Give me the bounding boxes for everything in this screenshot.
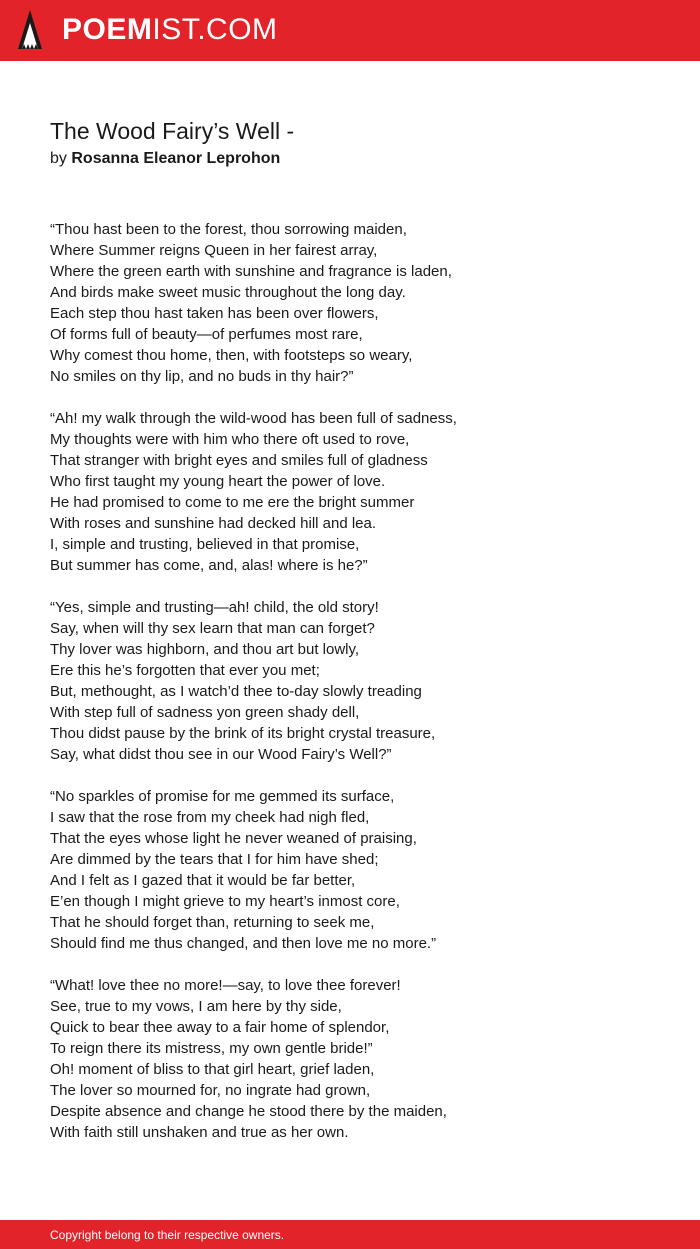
poem-line: Say, when will thy sex learn that man can forget? xyxy=(50,620,375,637)
poem-line: Thou didst pause by the brink of its bright crystal treasure, xyxy=(50,725,436,742)
site-logo[interactable] xyxy=(62,12,278,48)
poem-body xyxy=(50,219,650,1164)
poem-line: Who first taught my young heart the power of love. xyxy=(50,473,386,490)
by-label: by xyxy=(50,150,67,167)
copyright-text: Copyright belong to their respective owners. xyxy=(50,1228,285,1242)
poem-line: The lover so mourned for, no ingrate had grown, xyxy=(50,1082,371,1099)
poem-line: I, simple and trusting, believed in that promise, xyxy=(50,536,360,553)
poem-line: “What! love thee no more!—say, to love thee forever! xyxy=(50,977,401,994)
poem-line: “Thou hast been to the forest, thou sorrowing maiden, xyxy=(50,221,407,238)
site-footer xyxy=(0,1220,700,1249)
poem-line: With step full of sadness yon green shady dell, xyxy=(50,704,360,721)
poem-line: With faith still unshaken and true as her own. xyxy=(50,1124,349,1141)
poem-line: Should find me thus changed, and then love me no more.” xyxy=(50,935,437,952)
logo-text-light: IST.COM xyxy=(152,13,278,46)
poem-line: With roses and sunshine had decked hill and lea. xyxy=(50,515,377,532)
stanza xyxy=(50,975,650,1143)
poem-line: Ere this he’s forgotten that ever you met; xyxy=(50,662,320,679)
stanza xyxy=(50,408,650,576)
poem-line: Quick to bear thee away to a fair home of splendor, xyxy=(50,1019,390,1036)
poem-line: To reign there its mistress, my own gentle bride!” xyxy=(50,1040,373,1057)
poem-line: He had promised to come to me ere the bright summer xyxy=(50,494,415,511)
poem-line: Despite absence and change he stood there by the maiden, xyxy=(50,1103,447,1120)
poem-line: Why comest thou home, then, with footsteps so weary, xyxy=(50,347,413,364)
poem-line: But summer has come, and, alas! where is he?” xyxy=(50,557,368,574)
poem-line: And birds make sweet music throughout the long day. xyxy=(50,284,406,301)
poem-line: That stranger with bright eyes and smiles full of gladness xyxy=(50,452,428,469)
poem-line: That the eyes whose light he never weaned of praising, xyxy=(50,830,417,847)
poem-line: And I felt as I gazed that it would be far better, xyxy=(50,872,356,889)
poem-line: “Yes, simple and trusting—ah! child, the old story! xyxy=(50,599,379,616)
pencil-icon[interactable] xyxy=(17,9,43,51)
poem-line: See, true to my vows, I am here by thy side, xyxy=(50,998,342,1015)
poem-line: No smiles on thy lip, and no buds in thy hair?” xyxy=(50,368,354,385)
poem-line: E’en though I might grieve to my heart’s inmost core, xyxy=(50,893,400,910)
poem-line: Where Summer reigns Queen in her fairest array, xyxy=(50,242,378,259)
poem-line: But, methought, as I watch’d thee to-day slowly treading xyxy=(50,683,422,700)
poem-line: I saw that the rose from my cheek had nigh fled, xyxy=(50,809,370,826)
poem-line: “No sparkles of promise for me gemmed its surface, xyxy=(50,788,395,805)
poem-line: Where the green earth with sunshine and fragrance is laden, xyxy=(50,263,452,280)
poem-line: Oh! moment of bliss to that girl heart, grief laden, xyxy=(50,1061,375,1078)
poem-line: Are dimmed by the tears that I for him have shed; xyxy=(50,851,379,868)
poem-title: The Wood Fairy’s Well - xyxy=(50,118,295,144)
poem-line: “Ah! my walk through the wild-wood has been full of sadness, xyxy=(50,410,457,427)
author-name[interactable]: Rosanna Eleanor Leprohon xyxy=(71,150,281,167)
poem-line: Of forms full of beauty—of perfumes most rare, xyxy=(50,326,363,343)
byline xyxy=(50,148,280,170)
poem-line: Say, what didst thou see in our Wood Fairy’s Well?” xyxy=(50,746,392,763)
logo-text-bold: POEM xyxy=(62,13,153,46)
poem-line: That he should forget than, returning to seek me, xyxy=(50,914,375,931)
stanza xyxy=(50,786,650,954)
stanza xyxy=(50,219,650,387)
site-header xyxy=(0,0,700,61)
poem-line: Thy lover was highborn, and thou art but lowly, xyxy=(50,641,360,658)
poem-line: Each step thou hast taken has been over flowers, xyxy=(50,305,379,322)
poem-line: My thoughts were with him who there oft used to rove, xyxy=(50,431,410,448)
stanza xyxy=(50,597,650,765)
